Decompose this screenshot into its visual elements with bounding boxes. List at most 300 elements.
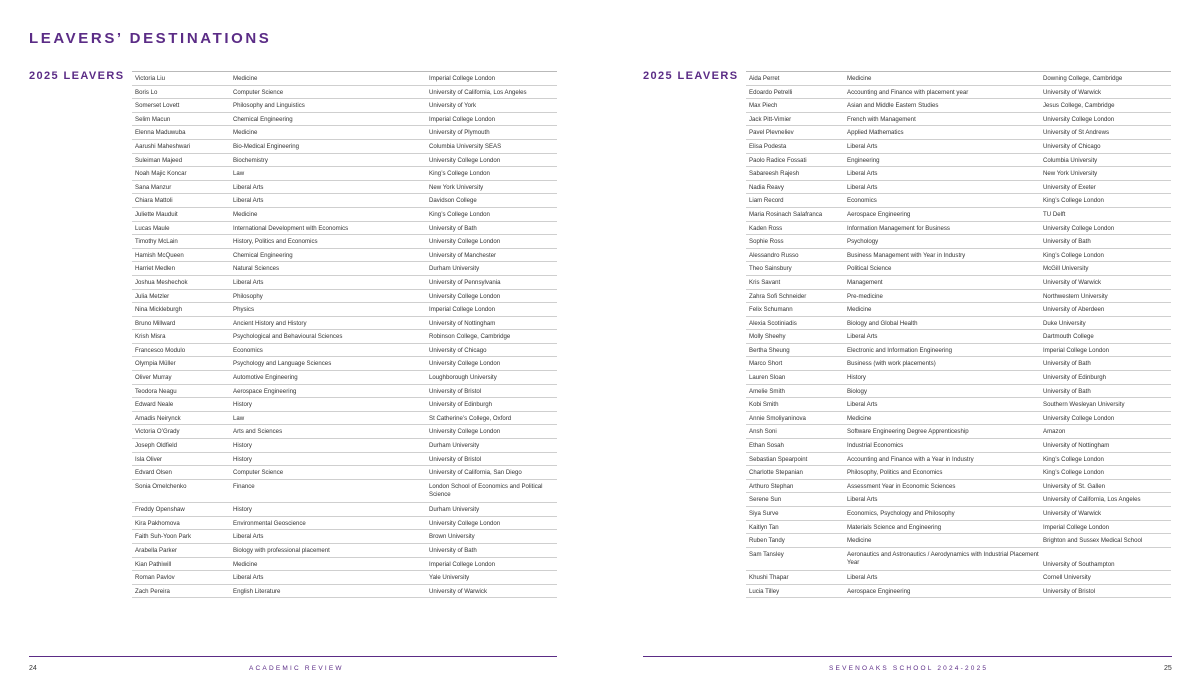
destination-name: University of Bath [429, 224, 477, 232]
destination-name: University of Southampton [1043, 560, 1115, 568]
table-row [132, 480, 557, 503]
leaver-name: Faith Suh-Yoon Park [135, 533, 192, 541]
leaver-name: Ethan Sosah [749, 442, 784, 450]
table-row [132, 453, 557, 467]
leaver-name: Bertha Sheung [749, 346, 790, 354]
destination-name: University of California, Los Angeles [429, 88, 527, 96]
course-name: Biology [847, 387, 867, 395]
table-row [132, 330, 557, 344]
course-name: History [233, 455, 252, 463]
table-row [132, 208, 557, 222]
table-row [746, 99, 1171, 113]
course-name: Natural Sciences [233, 265, 280, 273]
section-label: 2025 LEAVERS [29, 70, 125, 82]
destination-name: Durham University [429, 265, 480, 273]
leaver-name: Nadia Reavy [749, 183, 784, 191]
leaver-name: Molly Sheehy [749, 333, 786, 341]
leaver-name: Paolo Radice Fossati [749, 156, 807, 164]
destination-name: Imperial College London [429, 115, 496, 123]
leaver-name: Freddy Openshaw [135, 506, 185, 514]
table-row [132, 398, 557, 412]
course-name: Industrial Economics [847, 442, 904, 450]
destination-name: Northwestern University [1043, 292, 1108, 300]
destination-name: McGill University [1043, 265, 1089, 273]
table-row [746, 330, 1171, 344]
leaver-name: Sophie Ross [749, 238, 784, 246]
footer-divider [643, 656, 1172, 657]
section-label: 2025 LEAVERS [643, 70, 739, 82]
destination-name: University College London [429, 292, 501, 300]
destination-name: University College London [429, 238, 501, 246]
leaver-name: Zahra Sofi Schneider [749, 292, 807, 300]
course-name: Environmental Geoscience [233, 519, 306, 527]
leaver-name: Ansh Soni [749, 428, 777, 436]
table-row [746, 425, 1171, 439]
leaver-name: Kris Savant [749, 278, 781, 286]
destination-name: Jesus College, Cambridge [1043, 102, 1115, 110]
table-row [132, 585, 557, 599]
course-name: Medicine [847, 306, 872, 314]
course-name: Arts and Sciences [233, 428, 283, 436]
table-row [746, 167, 1171, 181]
table-row [132, 544, 557, 558]
destination-name: Imperial College London [1043, 346, 1110, 354]
destination-name: Durham University [429, 506, 480, 514]
leaver-name: Noah Majic Koncar [135, 170, 187, 178]
course-name: Law [233, 170, 245, 178]
destination-name: King’s College London [1043, 455, 1104, 463]
course-name: Aerospace Engineering [847, 587, 911, 595]
leaver-name: Joshua Meshechok [135, 278, 188, 286]
destination-name: University College London [1043, 115, 1115, 123]
course-name: International Development with Economics [233, 224, 349, 232]
table-row [132, 357, 557, 371]
table-row [132, 344, 557, 358]
table-row [132, 385, 557, 399]
leaver-name: Amelie Smith [749, 387, 785, 395]
leavers-table-right [746, 71, 1171, 598]
leaver-name: Harriet Medlen [135, 265, 175, 273]
leaver-name: Kaitlyn Tan [749, 523, 779, 531]
destination-name: Imperial College London [429, 75, 496, 82]
table-row [746, 493, 1171, 507]
destination-name: Imperial College London [429, 560, 496, 568]
course-name: Medicine [233, 129, 258, 137]
leaver-name: Suleiman Majeed [135, 156, 183, 164]
course-name: Physics [233, 306, 254, 314]
leaver-name: Edoardo Petrelli [749, 88, 793, 96]
course-name: Finance [233, 482, 255, 490]
destination-name: University of Exeter [1043, 183, 1096, 191]
table-row [746, 113, 1171, 127]
course-name: Biology with professional placement [233, 546, 330, 554]
course-name: History, Politics and Economics [233, 238, 318, 246]
leaver-name: Julia Metzler [135, 292, 170, 300]
leaver-name: Bruno Millward [135, 319, 176, 327]
destination-name: University of Bristol [429, 387, 482, 395]
leaver-name: Hamish McQueen [135, 251, 184, 259]
footer-publication-title: ACADEMIC REVIEW [249, 665, 344, 672]
destination-name: University of Chicago [1043, 142, 1101, 150]
table-row [746, 181, 1171, 195]
table-row [132, 371, 557, 385]
destination-name: Davidson College [429, 197, 477, 205]
destination-name: Dartmouth College [1043, 333, 1094, 341]
course-name: Philosophy [233, 292, 263, 300]
destination-name: Duke University [1043, 319, 1086, 327]
destination-name: King’s College London [1043, 197, 1104, 205]
destination-name: New York University [1043, 170, 1098, 178]
table-row [746, 290, 1171, 304]
table-row [132, 181, 557, 195]
table-row [132, 317, 557, 331]
table-row [132, 262, 557, 276]
leaver-name: Kobi Smith [749, 401, 779, 409]
destination-name: Loughborough University [429, 374, 497, 382]
leaver-name: Edward Neale [135, 401, 174, 409]
table-row [132, 194, 557, 208]
course-name: Medicine [233, 75, 258, 82]
course-name: History [233, 506, 252, 514]
course-name: Liberal Arts [847, 333, 878, 341]
course-name: French with Management [847, 115, 916, 123]
course-name: Automotive Engineering [233, 374, 298, 382]
leaver-name: Elenna Maduwuba [135, 129, 186, 137]
leaver-name: Sana Manzur [135, 183, 172, 191]
table-row [132, 412, 557, 426]
destination-name: University of Warwick [1043, 88, 1102, 96]
table-row [132, 154, 557, 168]
course-name: Liberal Arts [847, 183, 878, 191]
leaver-name: Sonia Omelchenko [135, 482, 187, 490]
leaver-name: Elisa Podesta [749, 142, 787, 150]
leaver-name: Lauren Sloan [749, 374, 786, 382]
course-name: Chemical Engineering [233, 251, 293, 259]
course-name: Economics [847, 197, 877, 205]
leaver-name: Khushi Thapar [749, 574, 789, 582]
table-row [132, 517, 557, 531]
leaver-name: Arabella Parker [135, 546, 177, 554]
destination-name: University of Nottingham [429, 319, 496, 327]
table-row [746, 534, 1171, 548]
destination-name: University of Aberdeen [1043, 306, 1105, 314]
course-name: Psychological and Behavioural Sciences [233, 333, 343, 341]
leaver-name: Maria Rosinach Salafranca [749, 210, 823, 218]
destination-name: Southern Wesleyan University [1043, 401, 1125, 409]
course-name: Accounting and Finance with a Year in Industry [847, 455, 974, 463]
course-name: Engineering [847, 156, 880, 164]
table-row [132, 86, 557, 100]
destination-name: Imperial College London [429, 306, 496, 314]
table-row [132, 140, 557, 154]
table-row [746, 521, 1171, 535]
course-name: Asian and Middle Eastern Studies [847, 102, 939, 110]
leaver-name: Juliette Mauduit [135, 210, 178, 218]
leaver-name: Nina Mickleburgh [135, 306, 183, 314]
destination-name: University of St Andrews [1043, 129, 1110, 137]
leaver-name: Sebastian Spearpoint [749, 455, 808, 463]
leaver-name: Selim Macun [135, 115, 171, 123]
destination-name: University of Bristol [429, 455, 482, 463]
destination-name: Yale University [429, 574, 470, 582]
page-title: LEAVERS’ DESTINATIONS [29, 30, 272, 47]
course-name: History [847, 374, 866, 382]
destination-name: Brown University [429, 533, 475, 541]
course-name: Law [233, 414, 245, 422]
course-name: Economics, Psychology and Philosophy [847, 510, 955, 517]
table-row [746, 140, 1171, 154]
leaver-name: Jack Pitt-Vimier [749, 115, 792, 123]
course-name: Materials Science and Engineering [847, 523, 942, 531]
table-row [746, 154, 1171, 168]
course-name: Medicine [233, 560, 258, 568]
table-row [746, 303, 1171, 317]
course-name: Assessment Year in Economic Sciences [847, 482, 956, 490]
destination-name: University of Warwick [1043, 510, 1102, 517]
destination-name: University of St. Gallen [1043, 482, 1105, 490]
leaver-name: Krish Misra [135, 333, 166, 341]
table-row [132, 235, 557, 249]
course-name: Liberal Arts [233, 197, 264, 205]
leaver-name: Roman Pavlov [135, 574, 175, 582]
leaver-name: Olympia Müller [135, 360, 176, 368]
footer-divider [29, 656, 557, 657]
table-row [746, 371, 1171, 385]
destination-name: University of Edinburgh [429, 401, 492, 409]
destination-name: University College London [429, 519, 501, 527]
destination-name: Columbia University SEAS [429, 142, 502, 150]
destination-name: Cornell University [1043, 574, 1091, 582]
page-number: 25 [1164, 665, 1172, 672]
course-name: Biochemistry [233, 156, 268, 164]
table-row [746, 507, 1171, 521]
table-row [746, 72, 1171, 86]
course-name: English Literature [233, 587, 281, 595]
table-row [746, 585, 1171, 599]
course-name: Liberal Arts [233, 574, 264, 582]
table-row [746, 317, 1171, 331]
course-name: Liberal Arts [847, 170, 878, 178]
destination-name: University of Pennsylvania [429, 278, 501, 286]
course-name: Liberal Arts [847, 496, 878, 504]
leaver-name: Aida Perret [749, 75, 780, 82]
leaver-name: Boris Lo [135, 88, 158, 96]
destination-name: Amazon [1043, 428, 1066, 436]
table-row [746, 235, 1171, 249]
table-row [746, 208, 1171, 222]
destination-name: New York University [429, 183, 484, 191]
course-name: Biology and Global Health [847, 319, 918, 327]
table-row [746, 480, 1171, 494]
destination-name: University of Warwick [1043, 278, 1102, 286]
leaver-name: Pavel Plevneliev [749, 129, 794, 137]
destination-name: King’s College London [429, 170, 490, 178]
destination-name: University College London [429, 428, 501, 436]
course-name: Psychology and Language Sciences [233, 360, 332, 368]
table-row [746, 385, 1171, 399]
destination-name: University of Bath [1043, 360, 1091, 368]
course-name: Computer Science [233, 469, 284, 477]
leaver-name: Teodora Neagu [135, 387, 177, 395]
table-row [746, 466, 1171, 480]
course-name: Medicine [847, 414, 872, 422]
leaver-name: Kaden Ross [749, 224, 783, 232]
leaver-name: Max Piech [749, 102, 778, 110]
leaver-name: Theo Sainsbury [749, 265, 792, 273]
leaver-name: Victoria O’Grady [135, 428, 180, 436]
course-name: Aerospace Engineering [233, 387, 297, 395]
table-row [132, 439, 557, 453]
course-name: Political Science [847, 265, 892, 273]
destination-name: King’s College London [1043, 251, 1104, 259]
course-name: Management [847, 278, 883, 286]
leaver-name: Lucia Tilley [749, 587, 780, 595]
destination-name: University of Warwick [429, 587, 488, 595]
course-name: Liberal Arts [233, 183, 264, 191]
destination-name: University of Nottingham [1043, 442, 1110, 450]
leaver-name: Zach Pereira [135, 587, 170, 595]
table-row [132, 558, 557, 572]
destination-name: University of Edinburgh [1043, 374, 1106, 382]
destination-name: Columbia University [1043, 156, 1098, 164]
destination-name: University College London [429, 360, 501, 368]
course-name: Medicine [847, 75, 872, 82]
destination-name: University of Bristol [1043, 587, 1096, 595]
destination-name: TU Delft [1043, 210, 1066, 218]
course-name: Accounting and Finance with placement year [847, 88, 969, 96]
course-name: Business Management with Year in Industry [847, 251, 966, 259]
table-row [132, 276, 557, 290]
course-name: Liberal Arts [847, 401, 878, 409]
course-name: Ancient History and History [233, 319, 307, 327]
leaver-name: Chiara Mattoli [135, 197, 173, 205]
leaver-name: Isla Oliver [135, 455, 163, 463]
table-row [132, 466, 557, 480]
course-name: Psychology [847, 238, 879, 246]
table-row [746, 357, 1171, 371]
table-row [746, 249, 1171, 263]
page-number: 24 [29, 665, 37, 672]
destination-name: University of York [429, 102, 477, 110]
footer-school-title: SEVENOAKS SCHOOL 2024-2025 [829, 665, 989, 672]
leaver-name: Aarushi Maheshwari [135, 142, 191, 150]
destination-name: University College London [429, 156, 501, 164]
destination-name: University of California, Los Angeles [1043, 496, 1141, 504]
destination-name: University of California, San Diego [429, 469, 522, 477]
table-row [132, 530, 557, 544]
course-name: Applied Mathematics [847, 129, 904, 137]
leaver-name: Kira Pakhomova [135, 519, 180, 527]
table-row [132, 222, 557, 236]
leaver-name: Alessandro Russo [749, 251, 799, 259]
table-row [746, 453, 1171, 467]
course-name: Medicine [233, 210, 258, 218]
leaver-name: Felix Schumann [749, 306, 793, 314]
destination-name: Downing College, Cambridge [1043, 75, 1123, 82]
leaver-name: Arthuro Stephan [749, 482, 794, 490]
table-row [132, 425, 557, 439]
leaver-name: Oliver Murray [135, 374, 172, 382]
destination-name: University of Manchester [429, 251, 497, 259]
leaver-name: Timothy McLain [135, 238, 178, 246]
destination-name: Imperial College London [1043, 523, 1110, 531]
table-row [746, 398, 1171, 412]
leaver-name: Sam Tansley [749, 550, 784, 558]
table-row [746, 86, 1171, 100]
table-row [746, 548, 1171, 571]
table-row [132, 290, 557, 304]
leaver-name: Kian Pathiwill [135, 560, 172, 568]
leaver-name: Sabareesh Rajesh [749, 170, 800, 178]
leaver-name: Somerset Lovett [135, 102, 180, 110]
table-row [132, 126, 557, 140]
destination-name: King’s College London [429, 210, 490, 218]
table-row [132, 113, 557, 127]
table-row [746, 571, 1171, 585]
course-name: History [233, 401, 252, 409]
destination-name: St Catherine’s College, Oxford [429, 414, 512, 422]
destination-name: Durham University [429, 442, 480, 450]
destination-name: University of Plymouth [429, 129, 490, 137]
leaver-name: Lucas Maule [135, 224, 170, 232]
course-name: Medicine [847, 537, 872, 545]
course-name: Business (with work placements) [847, 360, 936, 368]
leaver-name: Siya Surve [749, 510, 779, 517]
leaver-name: Edvard Olsen [135, 469, 172, 477]
destination-name: University of Chicago [429, 346, 487, 354]
leaver-name: Liam Record [749, 197, 784, 205]
course-name: Philosophy, Politics and Economics [847, 469, 943, 477]
table-row [132, 503, 557, 517]
table-row [746, 222, 1171, 236]
leavers-table-left [132, 71, 557, 598]
table-row [746, 439, 1171, 453]
destination-name: London School of Economics and Political Science [429, 482, 543, 498]
leaver-name: Marco Short [749, 360, 783, 368]
destination-name: Robinson College, Cambridge [429, 333, 511, 341]
table-row [132, 72, 557, 86]
leaver-name: Charlotte Stepanian [749, 469, 803, 477]
leaver-name: Ruben Tandy [749, 537, 785, 545]
leaver-name: Francesco Modulo [135, 346, 186, 354]
destination-name: University College London [1043, 414, 1115, 422]
table-row [746, 344, 1171, 358]
table-row [132, 99, 557, 113]
course-name: Liberal Arts [233, 278, 264, 286]
course-name: Aerospace Engineering [847, 210, 911, 218]
destination-name: University of Bath [429, 546, 477, 554]
course-name: Chemical Engineering [233, 115, 293, 123]
course-name: Bio-Medical Engineering [233, 142, 300, 150]
table-row [746, 412, 1171, 426]
course-name: Philosophy and Linguistics [233, 102, 305, 110]
destination-name: University College London [1043, 224, 1115, 232]
table-row [746, 262, 1171, 276]
destination-name: University of Bath [1043, 387, 1091, 395]
course-name: Electronic and Information Engineering [847, 346, 953, 354]
table-row [746, 126, 1171, 140]
leaver-name: Amadis Neirynck [135, 414, 181, 422]
table-row [746, 194, 1171, 208]
table-row [132, 249, 557, 263]
leaver-name: Annie Smoliyaninova [749, 414, 806, 422]
course-name: Aeronautics and Astronautics / Aerodynamics with Industrial Placement Year [847, 550, 1039, 566]
course-name: Liberal Arts [233, 533, 264, 541]
course-name: Information Management for Business [847, 224, 950, 232]
course-name: Economics [233, 346, 263, 354]
course-name: Liberal Arts [847, 142, 878, 150]
leaver-name: Victoria Liu [135, 75, 166, 82]
